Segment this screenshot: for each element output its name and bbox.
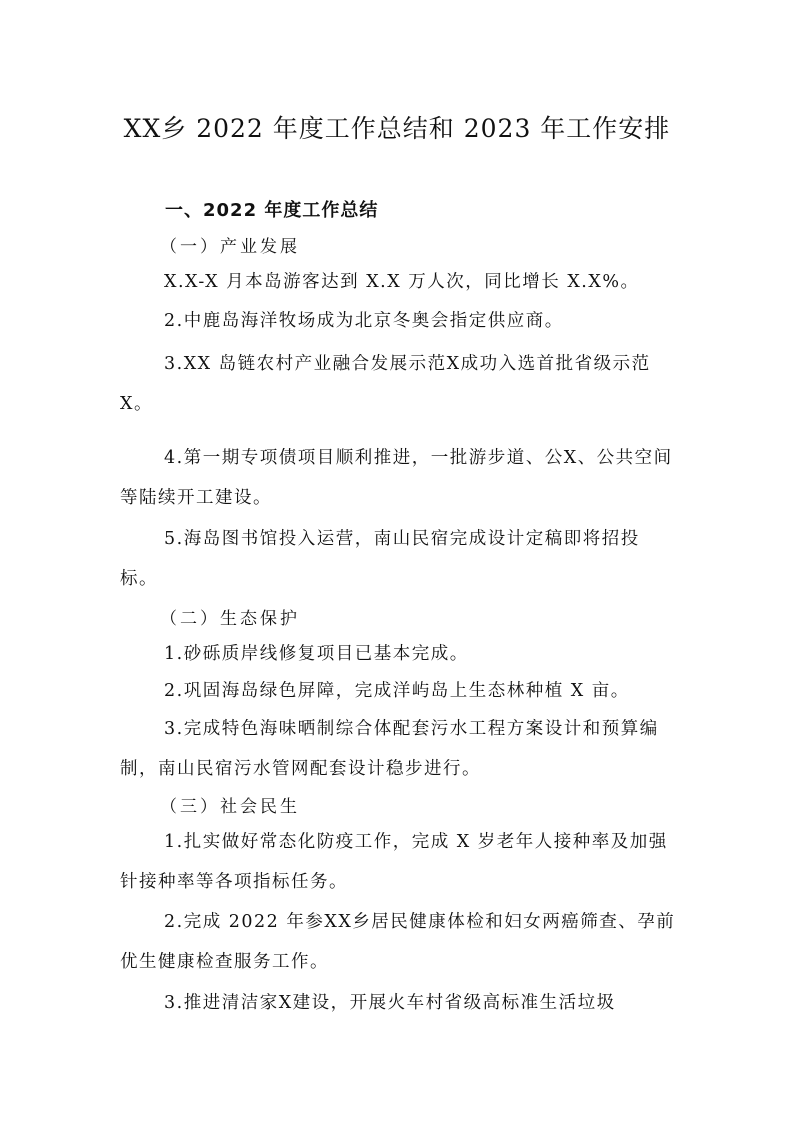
- paragraph-industry-3: 3.XX 岛链农村产业融合发展示范X成功入选首批省级示范X。: [120, 354, 651, 414]
- paragraph-industry-4: 4.第一期专项债项目顺利推进，一批游步道、公X、公共空间等陆续开工建设。: [120, 448, 673, 508]
- paragraph-industry-2: 2.中鹿岛海洋牧场成为北京冬奥会指定供应商。: [164, 311, 564, 331]
- subheading-ecology: （二）生态保护: [160, 609, 300, 629]
- paragraph-ecology-2: 2.巩固海岛绿色屏障，完成洋屿岛上生态林种植 X 亩。: [164, 681, 630, 701]
- subheading-livelihood: （三）社会民生: [160, 797, 300, 817]
- subheading-industry: （一）产业发展: [160, 237, 300, 257]
- paragraph-industry-1: X.X-X 月本岛游客达到 X.X 万人次，同比增长 X.X%。: [164, 272, 640, 292]
- paragraph-livelihood-3: 3.推进清洁家X建设，开展火车村省级高标准生活垃圾: [164, 993, 616, 1013]
- paragraph-livelihood-2: 2.完成 2022 年参XX乡居民健康体检和妇女两癌筛查、孕前优生健康检查服务工作。: [120, 912, 676, 972]
- document-title: XX乡 2022 年度工作总结和 2023 年工作安排: [123, 114, 671, 143]
- section-heading-summary: 一、2022 年度工作总结: [165, 200, 379, 221]
- paragraph-livelihood-1: 1.扎实做好常态化防疫工作，完成 X 岁老年人接种率及加强针接种率等各项指标任务。: [120, 832, 668, 892]
- paragraph-ecology-1: 1.砂砾质岸线修复项目已基本完成。: [164, 644, 469, 664]
- paragraph-industry-5: 5.海岛图书馆投入运营，南山民宿完成设计定稿即将招投标。: [120, 529, 640, 589]
- paragraph-ecology-3: 3.完成特色海味晒制综合体配套污水工程方案设计和预算编制，南山民宿污水管网配套设计稳步进行。: [120, 719, 659, 779]
